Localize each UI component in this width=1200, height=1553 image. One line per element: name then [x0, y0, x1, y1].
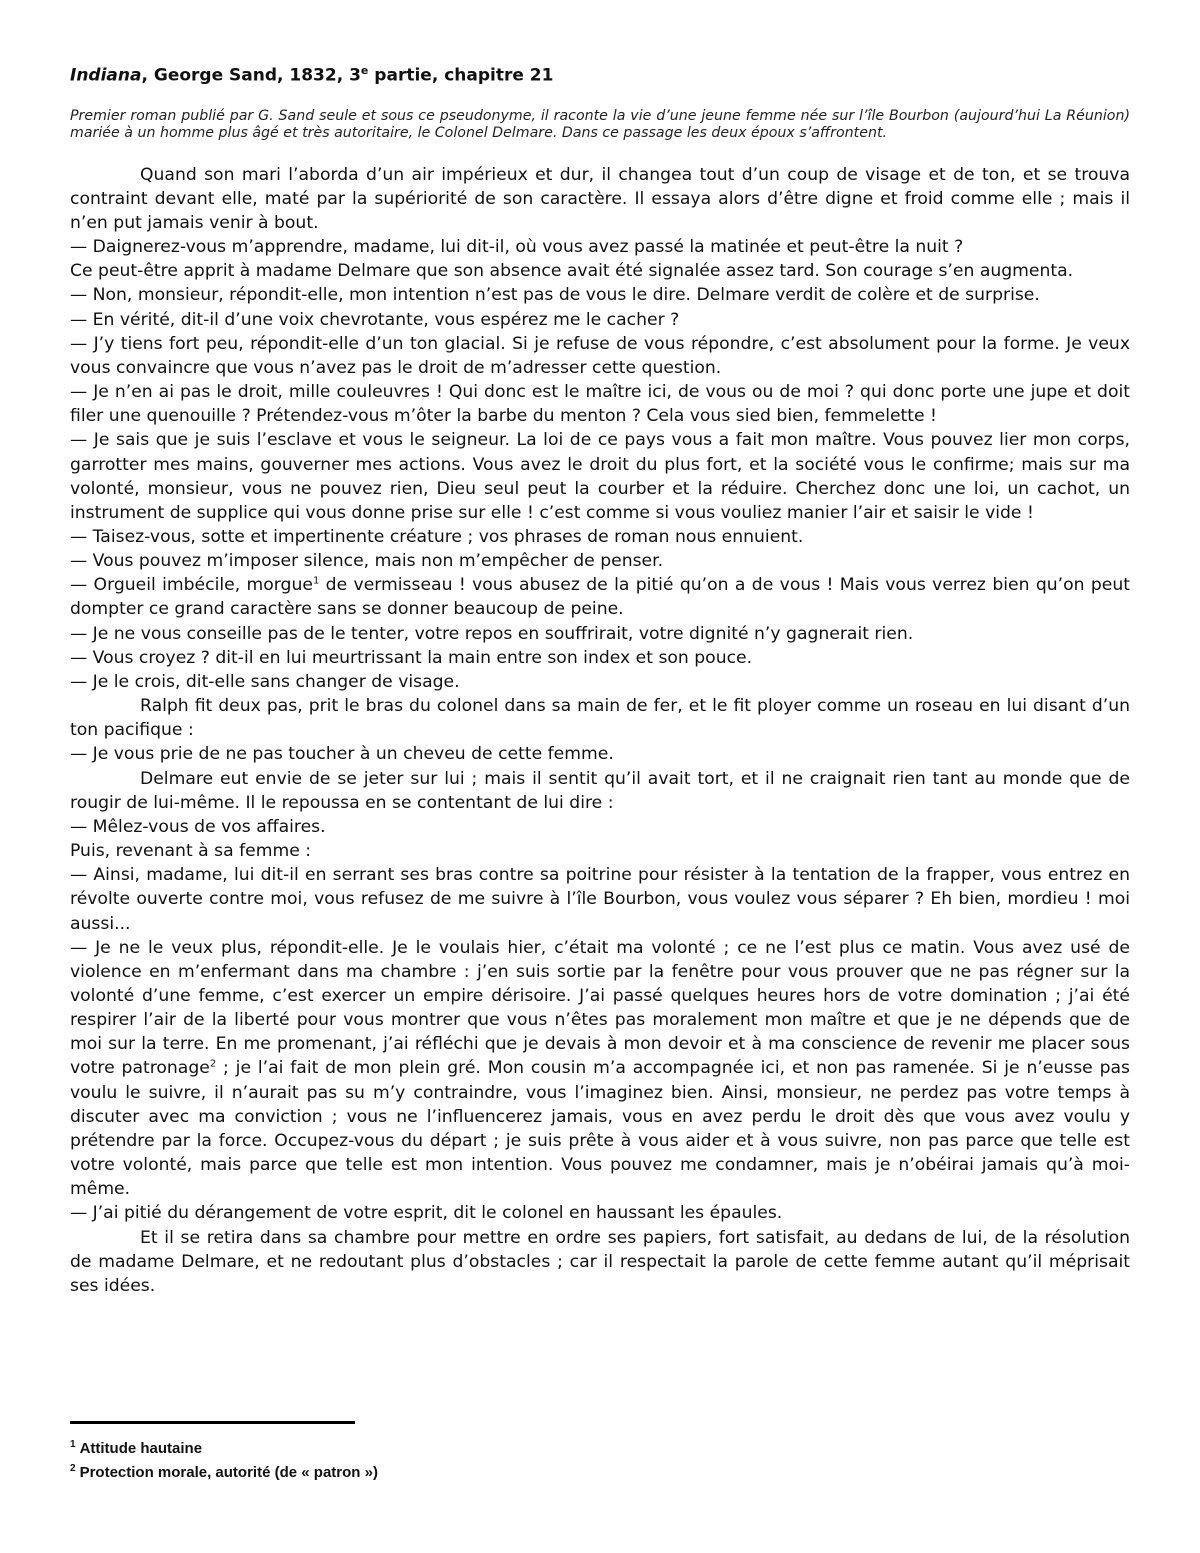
footnotes	[70, 1437, 378, 1485]
title-author-date: , George Sand, 1832, 3	[141, 65, 361, 86]
dialogue-line: — Je ne vous conseille pas de le tenter, votre repos en souffrirait, votre dignité n’y gagnerait rien.	[70, 623, 914, 644]
dialogue-line	[70, 573, 1130, 621]
footnote-number: 2	[70, 1463, 76, 1474]
dialogue-line: — Je le crois, dit-elle sans changer de visage.	[70, 671, 460, 692]
dialogue-line: — Je vous prie de ne pas toucher à un cheveu de cette femme.	[70, 744, 614, 765]
dialogue-line: — Daignerez-vous m’apprendre, madame, lui dit-il, où vous avez passé la matinée et peut-être la nuit ?	[70, 237, 964, 258]
paragraph: Quand son mari l’aborda d’un air impérieux et dur, il changea tout d’un coup de visage et de ton, et se trouva contraint devant elle, maté par la supériorité de son caractère. Il essaya alors d’être digne et froid comme elle ; mais il n’en put jamais venir à bout.	[70, 164, 1130, 233]
paragraph: Et il se retira dans sa chambre pour mettre en ordre ses papiers, fort satisfait, au dedans de lui, de la résolution de madame Delmare, et ne redoutant plus d’obstacles ; car il respectait la parole de cette femme autant qu’il méprisait ses idées.	[70, 1227, 1130, 1296]
footnote-ref-1[interactable]: 1	[312, 575, 320, 587]
text-span: — Orgueil imbécile, morgue	[70, 575, 313, 596]
paragraph: Delmare eut envie de se jeter sur lui ; mais il sentit qu’il avait tort, et il ne craignait rien tant au monde que de rougir de lui-même. Il le repoussa en se contentant de lui dire :	[70, 768, 1130, 813]
footnote-ref-2[interactable]: 2	[209, 1058, 217, 1070]
paragraph: Ralph fit deux pas, prit le bras du colonel dans sa main de fer, et le fit ployer comme un roseau en lui disant d’un ton pacifique :	[70, 696, 1130, 741]
text-span: ; je l’ai fait de mon plein gré. Mon cousin m’a accompagnée ici, et non pas ramenée. Si je n’eusse pas voulu le suivre, il n’aurait pas su m’y contraindre, vous l’imaginez bien. Ainsi, monsieur, ne perdez pas votre temps à discuter avec ma conviction ; vous ne l’influencerez jamais, vous en avez perdu le droit dès que vous avez voulu y prétendre par la force. Occupez-vous du départ ; je suis prête à vous aider et à vous suivre, non pas parce que telle est votre volonté, mais parce que telle est mon intention. Vous pouvez me condamner, mais je n’obéirai jamais qu’à moi-même.	[70, 1058, 1130, 1200]
dialogue-line: — Je n’en ai pas le droit, mille couleuvres ! Qui donc est le maître ici, de vous ou de moi ? qui donc porte une jupe et doit filer une quenouille ? Prétendez-vous m’ôter la barbe du menton ? Cela vous sied bien, femmelette !	[70, 382, 1130, 427]
dialogue-line: — Je sais que je suis l’esclave et vous le seigneur. La loi de ce pays vous a fait mon maître. Vous pouvez lier mon corps, garrotter mes mains, gouverner mes actions. Vous avez le droit du plus fort, et la société vous le confirme; mais sur ma volonté, monsieur, vous ne pouvez rien, Dieu seul peut la courber et la réduire. Cherchez donc une loi, un cachot, un instrument de supplice qui vous donne prise sur elle ! c’est comme si vous vouliez manier l’air et saisir le vide !	[70, 430, 1130, 523]
excerpt-text	[70, 163, 1130, 1298]
footnote-2	[70, 1461, 378, 1485]
dialogue-line: — Vous croyez ? dit-il en lui meurtrissant la main entre son index et son pouce.	[70, 647, 753, 668]
dialogue-line: — J’ai pitié du dérangement de votre esprit, dit le colonel en haussant les épaules.	[70, 1203, 783, 1224]
dialogue-line: — Vous pouvez m’imposer silence, mais non m’empêcher de penser.	[70, 551, 664, 572]
dialogue-line: — Mêlez-vous de vos affaires.	[70, 816, 326, 837]
dialogue-line: — En vérité, dit-il d’une voix chevrotante, vous espérez me le cacher ?	[70, 309, 680, 330]
footnote-1	[70, 1437, 378, 1461]
footnote-text: Attitude hautaine	[79, 1440, 203, 1457]
footnote-number: 1	[70, 1439, 76, 1450]
book-title: Indiana	[70, 65, 142, 86]
dialogue-line: — J’y tiens fort peu, répondit-elle d’un ton glacial. Si je refuse de vous répondre, c’est absolument pour la forme. Je veux vous convaincre que vous n’avez pas le droit de m’adresser cette question.	[70, 333, 1130, 378]
footnote-text: Protection morale, autorité (de « patron »)	[79, 1464, 378, 1481]
title-superscript: e	[360, 64, 369, 77]
dialogue-line: — Ainsi, madame, lui dit-il en serrant ses bras contre sa poitrine pour résister à la tentation de la frapper, vous entrez en révolte ouverte contre moi, vous refusez de me suivre à l’île Bourbon, vous voulez vous séparer ? Eh bien, mordieu ! moi aussi...	[70, 865, 1130, 934]
text-span: de vermisseau ! vous abusez de la pitié qu’on a de vous ! Mais vous verrez bien qu’on peut dompter ce grand caractère sans se donner beaucoup de peine.	[70, 575, 1130, 620]
dialogue-line: — Taisez-vous, sotte et impertinente créature ; vos phrases de roman nous ennuient.	[70, 527, 804, 547]
dialogue-line: — Non, monsieur, répondit-elle, mon intention n’est pas de vous le dire. Delmare verdit de colère et de surprise.	[70, 285, 1040, 306]
document-title	[70, 64, 1130, 86]
footnote-separator	[70, 1421, 355, 1424]
title-chapter: partie, chapitre 21	[368, 65, 554, 86]
document-page	[70, 64, 1130, 1298]
paragraph: Ce peut-être apprit à madame Delmare que son absence avait été signalée assez tard. Son courage s’en augmenta.	[70, 261, 1074, 282]
dialogue-line	[70, 936, 1130, 1202]
paragraph: Puis, revenant à sa femme :	[70, 841, 312, 862]
text-span: — Je ne le veux plus, répondit-elle. Je le voulais hier, c’était ma volonté ; ce ne l’est plus ce matin. Vous avez usé de violence en m’enfermant dans ma chambre : j’en suis sortie par la fenêtre pour vous prouver que ne pas régner sur la volonté d’une femme, c’est exercer un empire dérisoire. J’ai passé quelques heures hors de votre domination ; j’ai été respirer l’air de la liberté pour vous montrer que vous n’êtes pas moralement mon maître et que je ne dépends que de moi sur la terre. En me promenant, j’ai réfléchi que je devais à mon devoir et à ma conscience de revenir me placer sous votre patronage	[70, 937, 1130, 1079]
intro-paragraph: Premier roman publié par G. Sand seule et sous ce pseudonyme, il raconte la vie d’une jeune femme née sur l’île Bourbon (aujourd’hui La Réunion) mariée à un homme plus âgé et très autoritaire, le Colonel Delmare. Dans ce passage les deux époux s’affrontent.	[70, 107, 1130, 142]
